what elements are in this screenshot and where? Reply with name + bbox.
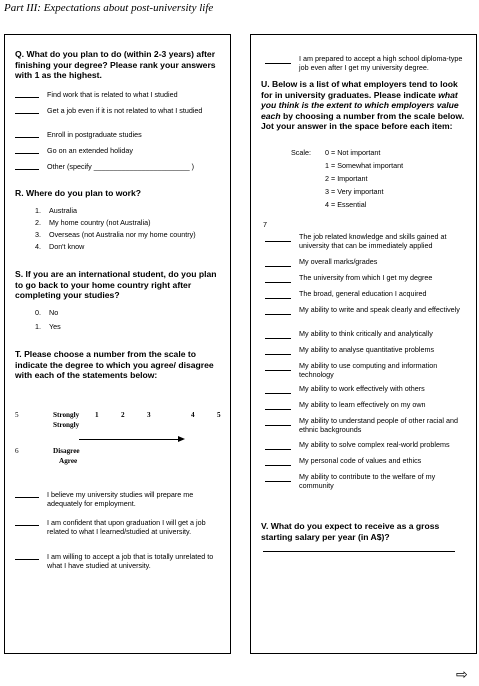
s-option-no[interactable]: 0. No	[35, 308, 59, 317]
q-item-1: Find work that is related to what I studied	[15, 91, 225, 100]
scale-label-6-left: 6	[15, 447, 19, 455]
next-page-arrow-icon[interactable]: ⇨	[456, 666, 468, 682]
t-item-3: I am willing to accept a job that is totally unrelated to what I have studied at university.	[15, 553, 225, 571]
scale-num-1: 1	[95, 411, 99, 419]
rank-blank-2[interactable]	[15, 107, 39, 114]
u-blank-2[interactable]	[265, 266, 291, 267]
scale-num-5: 5	[217, 411, 221, 419]
u-item-12: My ability to solve complex real-world problems	[299, 440, 450, 449]
r-option-1[interactable]: 1. Australia	[35, 206, 77, 215]
u-blank-3[interactable]	[265, 282, 291, 283]
page-title: Part III: Expectations about post-university life	[4, 2, 214, 14]
rank-blank-5[interactable]	[15, 163, 39, 170]
t-blank-2[interactable]	[15, 519, 39, 526]
u-item-5: My ability to write and speak clearly and effectively	[299, 305, 460, 314]
u-top-blank[interactable]	[265, 63, 291, 64]
u-item-14: My ability to contribute to the welfare of my community	[299, 472, 436, 490]
u-scale-1: 1 = Somewhat important	[325, 161, 404, 170]
scale-strongly-1: Strongly	[53, 411, 80, 419]
u-top-item: I am prepared to accept a high school diploma-type job even after I get my university degree.	[299, 54, 463, 72]
scale-arrow	[79, 439, 183, 440]
u-blank-14[interactable]	[265, 481, 291, 482]
question-s-heading: S. If you are an international student, do you plan to go back to your home country right after completing your studies?	[15, 269, 217, 300]
scale-agree: Agree	[59, 457, 78, 465]
rank-blank-4[interactable]	[15, 147, 39, 154]
question-q-heading: Q. What do you plan to do (within 2-3 years) after finishing your degree? Please rank your answers with 1 as the highest.	[15, 49, 216, 80]
right-column	[250, 34, 477, 654]
q-item-5: Other (specify ________________________ )	[15, 163, 225, 172]
r-option-3[interactable]: 3. Overseas (not Australia nor my home country)	[35, 230, 196, 239]
u-scale-label: Scale:	[291, 148, 311, 157]
u-blank-7[interactable]	[265, 354, 291, 355]
u-item-9: My ability to work effectively with others	[299, 384, 425, 393]
u-item-8: My ability to use computing and information technology	[299, 361, 438, 379]
question-v-heading: V. What do you expect to receive as a gross starting salary per year (in A$)?	[261, 521, 440, 542]
u-scale-0: 0 = Not important	[325, 148, 381, 157]
u-blank-11[interactable]	[265, 425, 291, 426]
t-item-2: I am confident that upon graduation I will get a job related to what I learned/studied at university.	[15, 519, 225, 537]
u-blank-9[interactable]	[265, 393, 291, 394]
question-r-heading: R. Where do you plan to work?	[15, 188, 142, 198]
u-item-7: My ability to analyse quantitative problems	[299, 345, 435, 354]
u-blank-10[interactable]	[265, 409, 291, 410]
salary-answer-line[interactable]	[263, 551, 455, 552]
scale-num-3: 3	[147, 411, 151, 419]
u-blank-8[interactable]	[265, 370, 291, 371]
question-u-heading: U. Below is a list of what employers tend to look for in university graduates. Please indicate what you think is the extent to which employers value each by choosing a number from the scale below. Jot your answer in the space before each item:	[261, 79, 465, 131]
q-item-3: Enroll in postgraduate studies	[15, 131, 225, 140]
left-column	[4, 34, 231, 654]
u-blank-5[interactable]	[265, 314, 291, 315]
u-item-6: My ability to think critically and analytically	[299, 329, 433, 338]
u-scale-3: 3 = Very important	[325, 187, 384, 196]
t-blank-1[interactable]	[15, 491, 39, 498]
u-blank-4[interactable]	[265, 298, 291, 299]
u-item-3: The university from which I get my degree	[299, 273, 433, 282]
scale-num-2: 2	[121, 411, 125, 419]
u-blank-13[interactable]	[265, 465, 291, 466]
r-option-2[interactable]: 2. My home country (not Australia)	[35, 218, 151, 227]
u-item-11: My ability to understand people of other racial and ethnic backgrounds	[299, 416, 459, 434]
u-blank-1[interactable]	[265, 241, 291, 242]
u-scale-2: 2 = Important	[325, 174, 368, 183]
scale-strongly-2: Strongly	[53, 421, 80, 429]
u-item-2: My overall marks/grades	[299, 257, 378, 266]
r-option-4[interactable]: 4. Don't know	[35, 242, 85, 251]
u-blank-12[interactable]	[265, 449, 291, 450]
u-scale-4: 4 = Essential	[325, 200, 367, 209]
q-item-4: Go on an extended holiday	[15, 147, 225, 156]
u-item-13: My personal code of values and ethics	[299, 456, 422, 465]
t-blank-3[interactable]	[15, 553, 39, 560]
t-item-1: I believe my university studies will prepare me adequately for employment.	[15, 491, 225, 509]
s-option-yes[interactable]: 1. Yes	[35, 322, 61, 331]
u-item-4: The broad, general education I acquired	[299, 289, 427, 298]
stray-mark: 7	[263, 220, 267, 229]
rank-blank-1[interactable]	[15, 91, 39, 98]
u-blank-6[interactable]	[265, 338, 291, 339]
q-item-2: Get a job even if it is not related to what I studied	[15, 107, 225, 116]
scale-num-4: 4	[191, 411, 195, 419]
question-t-heading: T. Please choose a number from the scale to indicate the degree to which you agree/ disagree with each of the statements below:	[15, 349, 214, 380]
scale-label-5-left: 5	[15, 411, 19, 419]
rank-blank-3[interactable]	[15, 131, 39, 138]
scale-disagree: Disagree	[53, 447, 80, 455]
u-item-10: My ability to learn effectively on my own	[299, 400, 426, 409]
u-item-1: The job related knowledge and skills gained at university that can be immediately applied	[299, 232, 447, 250]
